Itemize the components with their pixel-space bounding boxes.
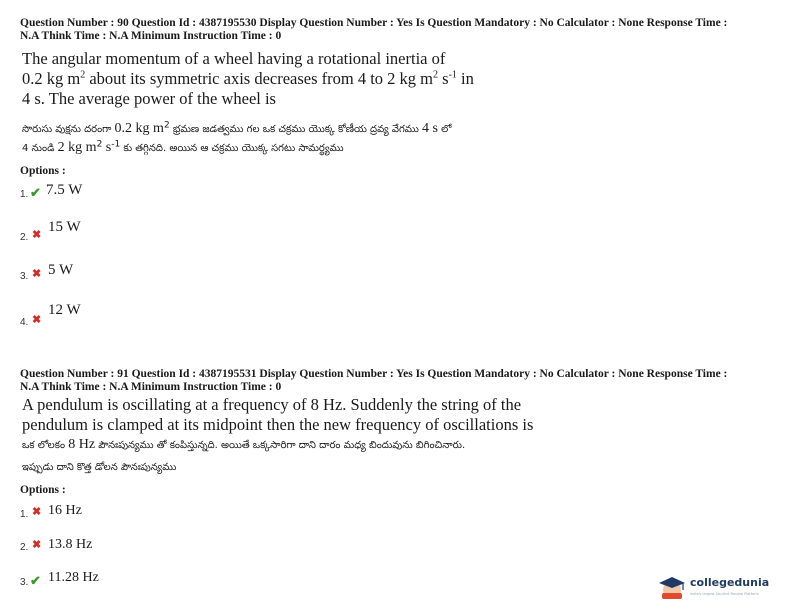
q90-question-telugu	[22, 120, 562, 158]
option-text: 12 W	[48, 302, 81, 318]
option-number: 2.	[20, 232, 29, 243]
q90-question-english	[22, 49, 542, 109]
option-number: 3.	[20, 271, 29, 282]
option-number: 1.	[20, 509, 29, 520]
q91-meta-line1: Question Number : 91 Question Id : 4387195531 Display Question Number : Yes Is Question Mandatory : No Calculator : None Response Time :	[20, 368, 728, 380]
q91-meta	[20, 368, 780, 394]
check-icon: ✔	[30, 185, 41, 200]
q90-meta-line1: Question Number : 90 Question Id : 4387195530 Display Question Number : Yes Is Question Mandatory : No Calculator : None Response Time :	[20, 17, 728, 29]
check-icon: ✔	[30, 573, 41, 588]
q91-telugu-line-b: ఇప్పుడు దాని కొత్త డోలన పౌనఃపున్యము	[22, 462, 177, 473]
q91-options-label: Options :	[20, 484, 66, 496]
brand-tagline: India's largest Student Review Platform	[690, 592, 759, 596]
option-number: 2.	[20, 542, 29, 553]
collegedunia-logo	[657, 573, 787, 607]
option-text: 13.8 Hz	[48, 537, 93, 552]
cross-icon: ✖	[32, 229, 42, 241]
q91-meta-line2: N.A Think Time : N.A Minimum Instruction Time : 0	[20, 381, 282, 393]
graduation-cap-icon	[657, 575, 687, 601]
q90-meta-line2: N.A Think Time : N.A Minimum Instruction Time : 0	[20, 30, 282, 42]
option-text: 11.28 Hz	[48, 570, 99, 585]
option-text: 15 W	[48, 219, 81, 235]
cross-icon: ✖	[32, 506, 42, 518]
q90-telugu-line-b: 4 నుండి 2 kg $m^2$ $s^{-1}$ కు తగ్గినది. అయిన ఆ చక్రము యొక్క సగటు సామర్థ్యము	[22, 139, 344, 155]
option-text: 5 W	[48, 262, 74, 278]
option-text: 7.5 W	[46, 182, 83, 198]
q90-telugu-line-a: సొరుసు వుక్షను దరంగా 0.2 kg $m^2$ భ్రమణ జడత్వము గల ఒక చక్రము యొక్క కోణీయ ద్రవ్య వేగము 4 s లో	[22, 120, 452, 136]
option-number: 4.	[20, 317, 29, 328]
q91-english-line-b: pendulum is clamped at its midpoint then the new frequency of oscillations is	[22, 415, 534, 434]
cross-icon: ✖	[32, 314, 42, 326]
cross-icon: ✖	[32, 539, 42, 551]
q90-english-line-a: The angular momentum of a wheel having a rotational inertia of	[22, 49, 446, 68]
q90-english-line-c: 4 s. The average power of the wheel is	[22, 89, 276, 108]
q90-english-line-b: 0.2 kg $m^2$ about its symmetric axis decreases from 4 to 2 kg $m^2$ $s^{-1}$ in	[22, 69, 474, 88]
cross-icon: ✖	[32, 268, 42, 280]
q91-question-telugu	[22, 436, 562, 477]
option-number: 3.	[20, 577, 29, 588]
brand-name: collegedunia	[690, 576, 770, 589]
option-text: 16 Hz	[48, 503, 82, 518]
option-number: 1.	[20, 189, 29, 200]
q91-telugu-line-a: ఒక లోలకం 8 Hz పౌనఃపున్యము తో కంపిస్తున్నది. అయితే ఒక్కసారిగా దాని దారం మధ్య బిందువును బిగించినారు.	[22, 437, 466, 452]
q91-question-english	[22, 395, 542, 435]
q91-english-line-a: A pendulum is oscillating at a frequency of 8 Hz. Suddenly the string of the	[22, 395, 522, 414]
q90-meta	[20, 17, 780, 43]
q90-options-label: Options :	[20, 165, 66, 177]
